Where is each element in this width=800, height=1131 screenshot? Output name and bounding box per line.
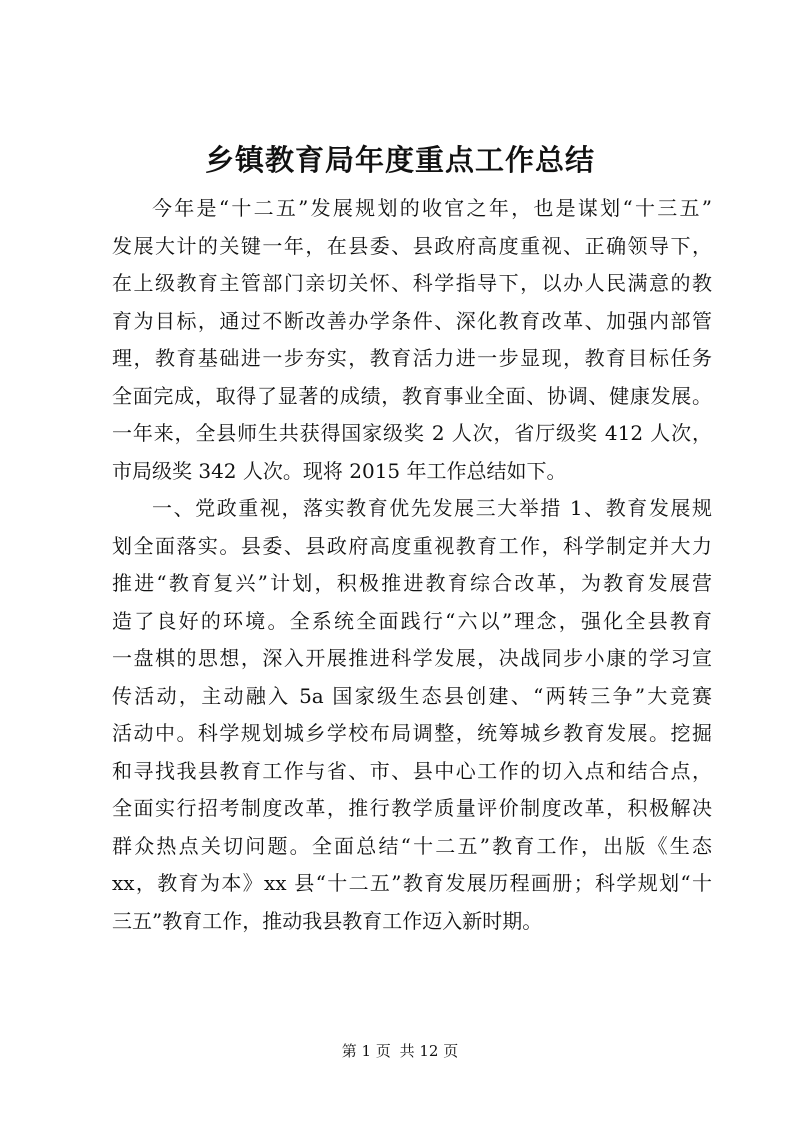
text-line: 传活动，主动融入 5a 国家级生态县创建、“两转三争”大竞赛 (112, 683, 712, 708)
text-line: 发展大计的关键一年，在县委、县政府高度重视、正确领导下， (112, 233, 712, 258)
text-line: 划全面落实。县委、县政府高度重视教育工作，科学制定并大力 (112, 533, 712, 558)
text-line: xx，教育为本》xx 县“十二五”教育发展历程画册；科学规划“十 (112, 871, 712, 895)
text-line: 在上级教育主管部门亲切关怀、科学指导下，以办人民满意的教 (112, 271, 712, 295)
text-line: 一年来，全县师生共获得国家级奖 2 人次，省厅级奖 412 人次， (112, 421, 712, 445)
page-footer (0, 1040, 800, 1062)
text-line: 全面完成，取得了显著的成绩，教育事业全面、协调、健康发展。 (112, 383, 712, 408)
text-line: 群众热点关切问题。全面总结“十二五”教育工作，出版《生态 (112, 833, 712, 858)
paragraph-section-one (112, 490, 712, 940)
text-line: 今年是“十二五”发展规划的收官之年，也是谋划“十三五” (152, 196, 712, 220)
paragraph-intro (112, 190, 712, 490)
page-number: 第 1 页 (341, 1042, 391, 1060)
text-line: 市局级奖 342 人次。现将 2015 年工作总结如下。 (112, 458, 567, 483)
text-line: 活动中。科学规划城乡学校布局调整，统筹城乡教育发展。挖掘 (112, 721, 712, 745)
page-total: 共 12 页 (399, 1042, 459, 1060)
text-line: 理，教育基础进一步夯实，教育活力进一步显现，教育目标任务 (112, 346, 712, 370)
text-line: 育为目标，通过不断改善办学条件、深化教育改革、加强内部管 (112, 308, 712, 333)
text-line: 三五”教育工作，推动我县教育工作迈入新时期。 (112, 908, 543, 933)
text-line: 和寻找我县教育工作与省、市、县中心工作的切入点和结合点， (112, 758, 712, 783)
text-line: 推进“教育复兴”计划，积极推进教育综合改革，为教育发展营 (112, 571, 712, 595)
text-line: 全面实行招考制度改革，推行教学质量评价制度改革，积极解决 (112, 796, 712, 820)
text-line: 造了良好的环境。全系统全面践行“六以”理念，强化全县教育 (112, 608, 712, 633)
text-line: 一盘棋的思想，深入开展推进科学发展，决战同步小康的学习宣 (112, 646, 712, 670)
document-body (112, 190, 712, 940)
text-line: 一、党政重视，落实教育优先发展三大举措 1、教育发展规 (152, 496, 712, 520)
document-title: 乡镇教育局年度重点工作总结 (204, 143, 595, 177)
